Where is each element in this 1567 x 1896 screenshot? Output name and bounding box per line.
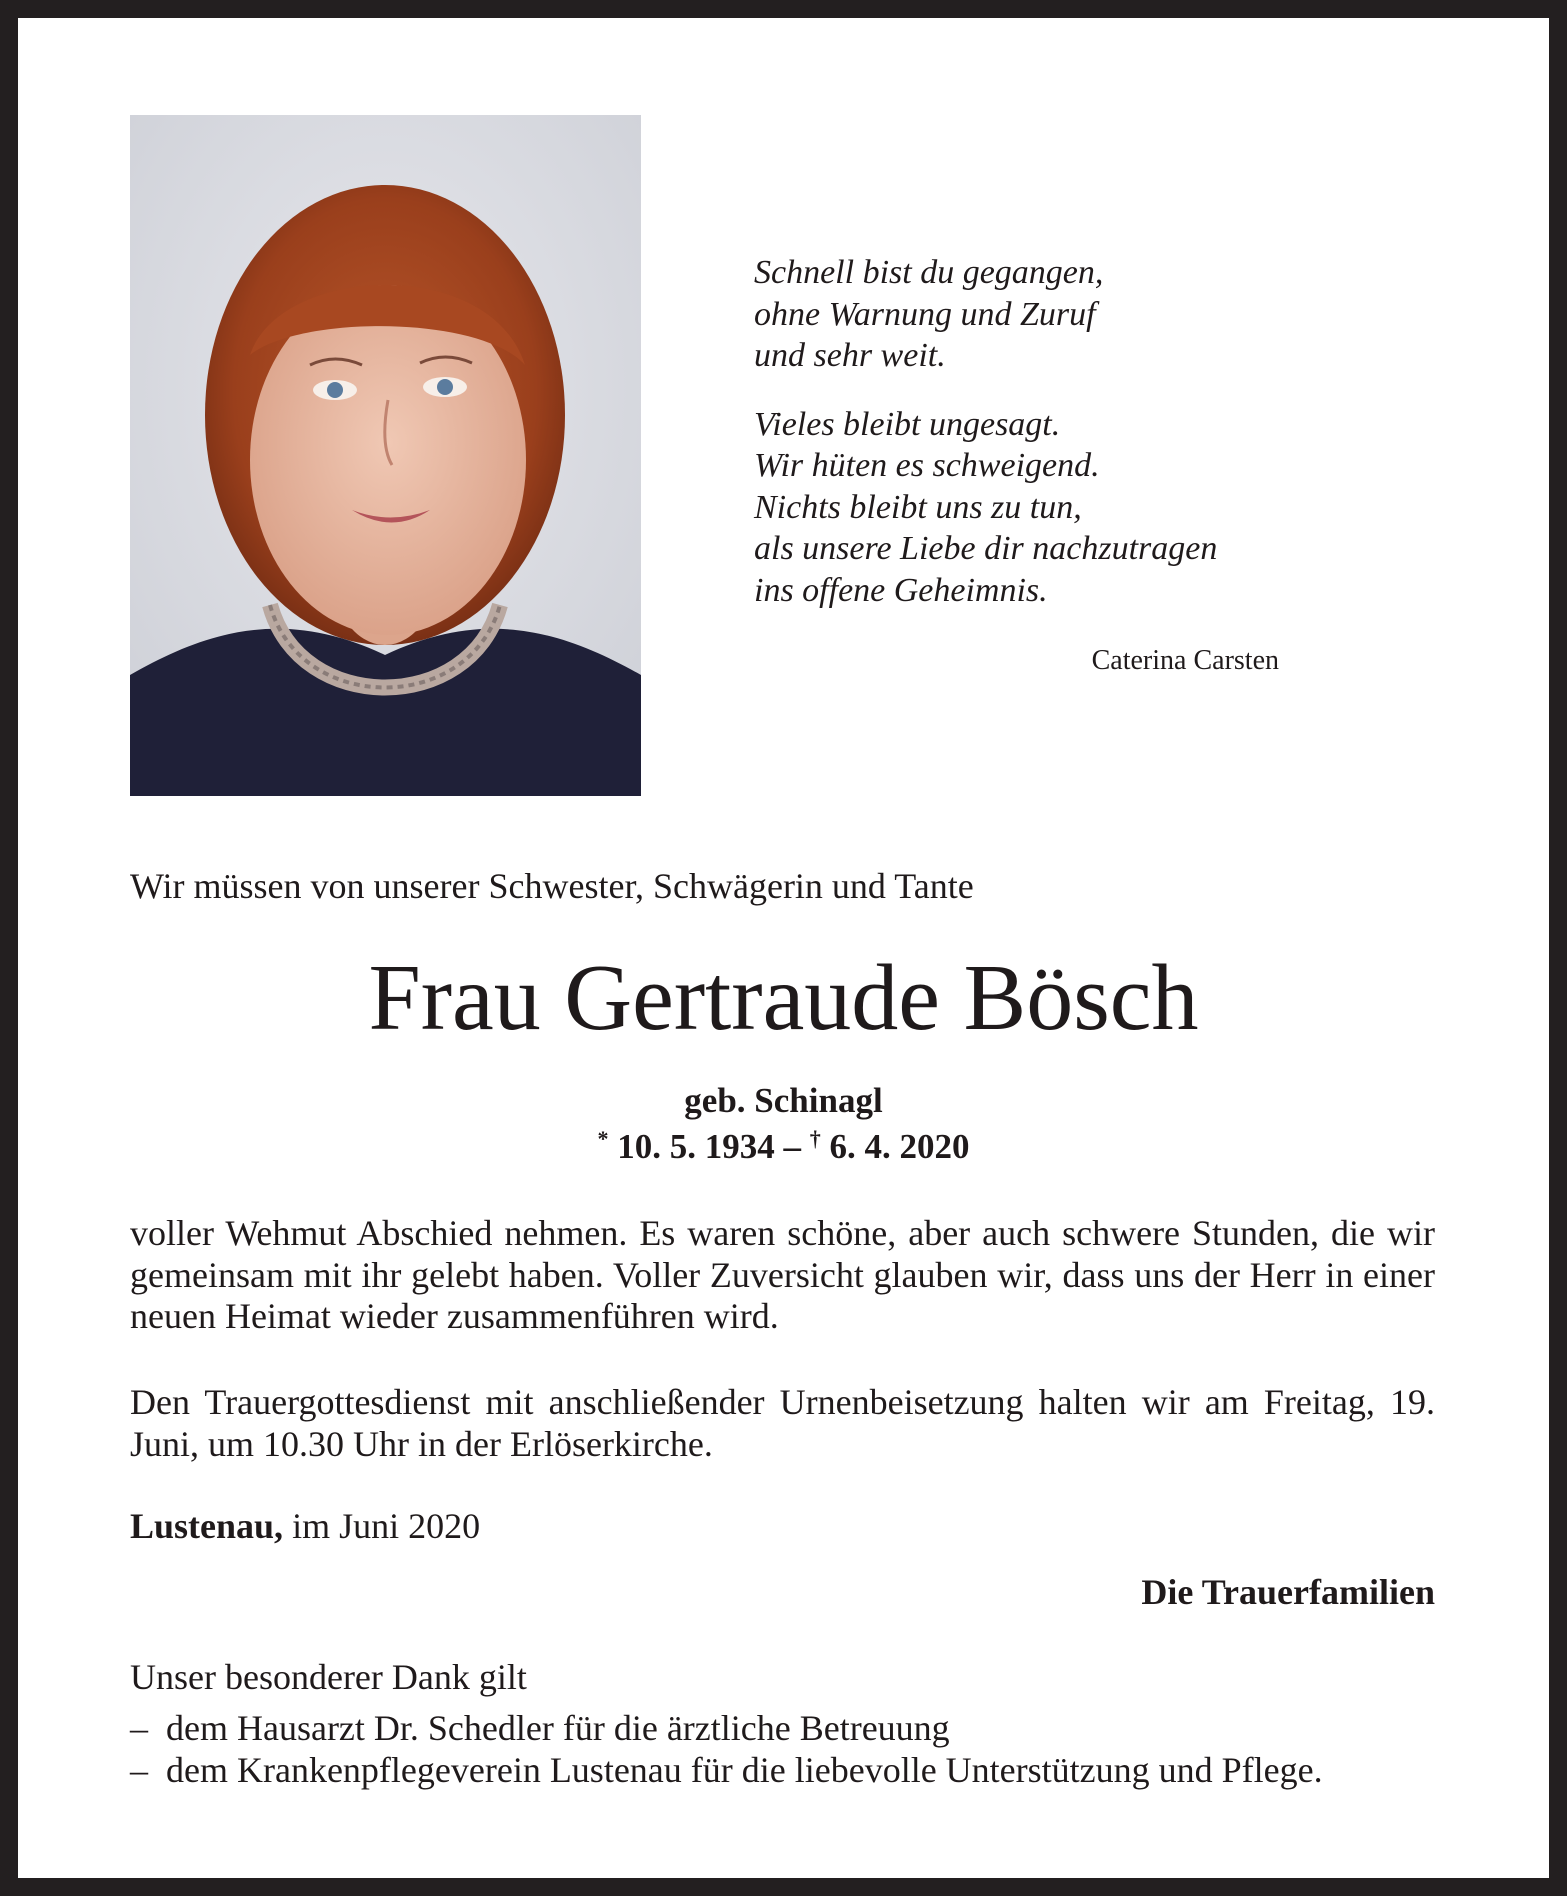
poem-line: und sehr weit. xyxy=(754,337,946,374)
portrait-image xyxy=(130,115,641,796)
list-item xyxy=(130,1750,1435,1792)
thanks-heading: Unser besonderer Dank gilt xyxy=(130,1657,527,1697)
list-item-text: dem Hausarzt Dr. Schedler für die ärztliche Betreuung xyxy=(166,1708,950,1748)
death-symbol: † xyxy=(809,1126,821,1151)
dash-bullet: – xyxy=(130,1708,148,1748)
life-dates xyxy=(18,1126,1549,1167)
place-town: Lustenau, xyxy=(130,1506,284,1546)
thanks-list xyxy=(130,1708,1435,1791)
farewell-paragraph: voller Wehmut Abschied nehmen. Es waren schöne, aber auch schwere Stunden, die wir gemeinsam mit ihr gelebt haben. Voller Zuversicht glauben wir, dass uns der Herr in einer neuen Heimat wieder zusammenführen wird. xyxy=(130,1213,1435,1336)
dash-bullet: – xyxy=(130,1749,148,1790)
signature: Die Trauerfamilien xyxy=(1141,1572,1435,1612)
maiden-name: geb. Schinagl xyxy=(684,1081,883,1120)
date-separator: – xyxy=(783,1127,801,1166)
poem-line: Schnell bist du gegangen, xyxy=(754,254,1104,291)
poem-line: ins offene Geheimnis. xyxy=(754,571,1048,609)
poem-author: Caterina Carsten xyxy=(1091,645,1279,676)
place-date xyxy=(130,1505,480,1547)
portrait-photo xyxy=(130,115,641,796)
intro-text: Wir müssen von unserer Schwester, Schwägerin und Tante xyxy=(130,866,974,906)
place-month: im Juni 2020 xyxy=(292,1506,481,1546)
deceased-name: Frau Gertraude Bösch xyxy=(368,946,1199,1050)
poem-stanza-1 xyxy=(754,252,1314,377)
poem-line: Wir hüten es schweigend. xyxy=(754,447,1100,484)
birth-symbol: * xyxy=(597,1126,609,1151)
service-paragraph: Den Trauergottesdienst mit anschließender Urnenbeisetzung halten wir am Freitag, 19. Juni, um 10.30 Uhr in der Erlöserkirche. xyxy=(130,1382,1435,1464)
birth-date: 10. 5. 1934 xyxy=(617,1127,775,1166)
death-date: 6. 4. 2020 xyxy=(829,1127,970,1166)
poem-line: Vieles bleibt ungesagt. xyxy=(754,405,1061,443)
list-item xyxy=(130,1708,1435,1750)
poem-line: ohne Warnung und Zuruf xyxy=(754,295,1096,333)
poem-stanza-2 xyxy=(754,404,1314,612)
obituary-page xyxy=(18,18,1549,1878)
list-item-text: dem Krankenpflegeverein Lustenau für die liebevolle Unterstützung und Pflege. xyxy=(166,1749,1323,1790)
poem-line: als unsere Liebe dir nachzutragen xyxy=(754,530,1218,567)
poem-line: Nichts bleibt uns zu tun, xyxy=(754,488,1082,526)
poem xyxy=(754,252,1314,638)
